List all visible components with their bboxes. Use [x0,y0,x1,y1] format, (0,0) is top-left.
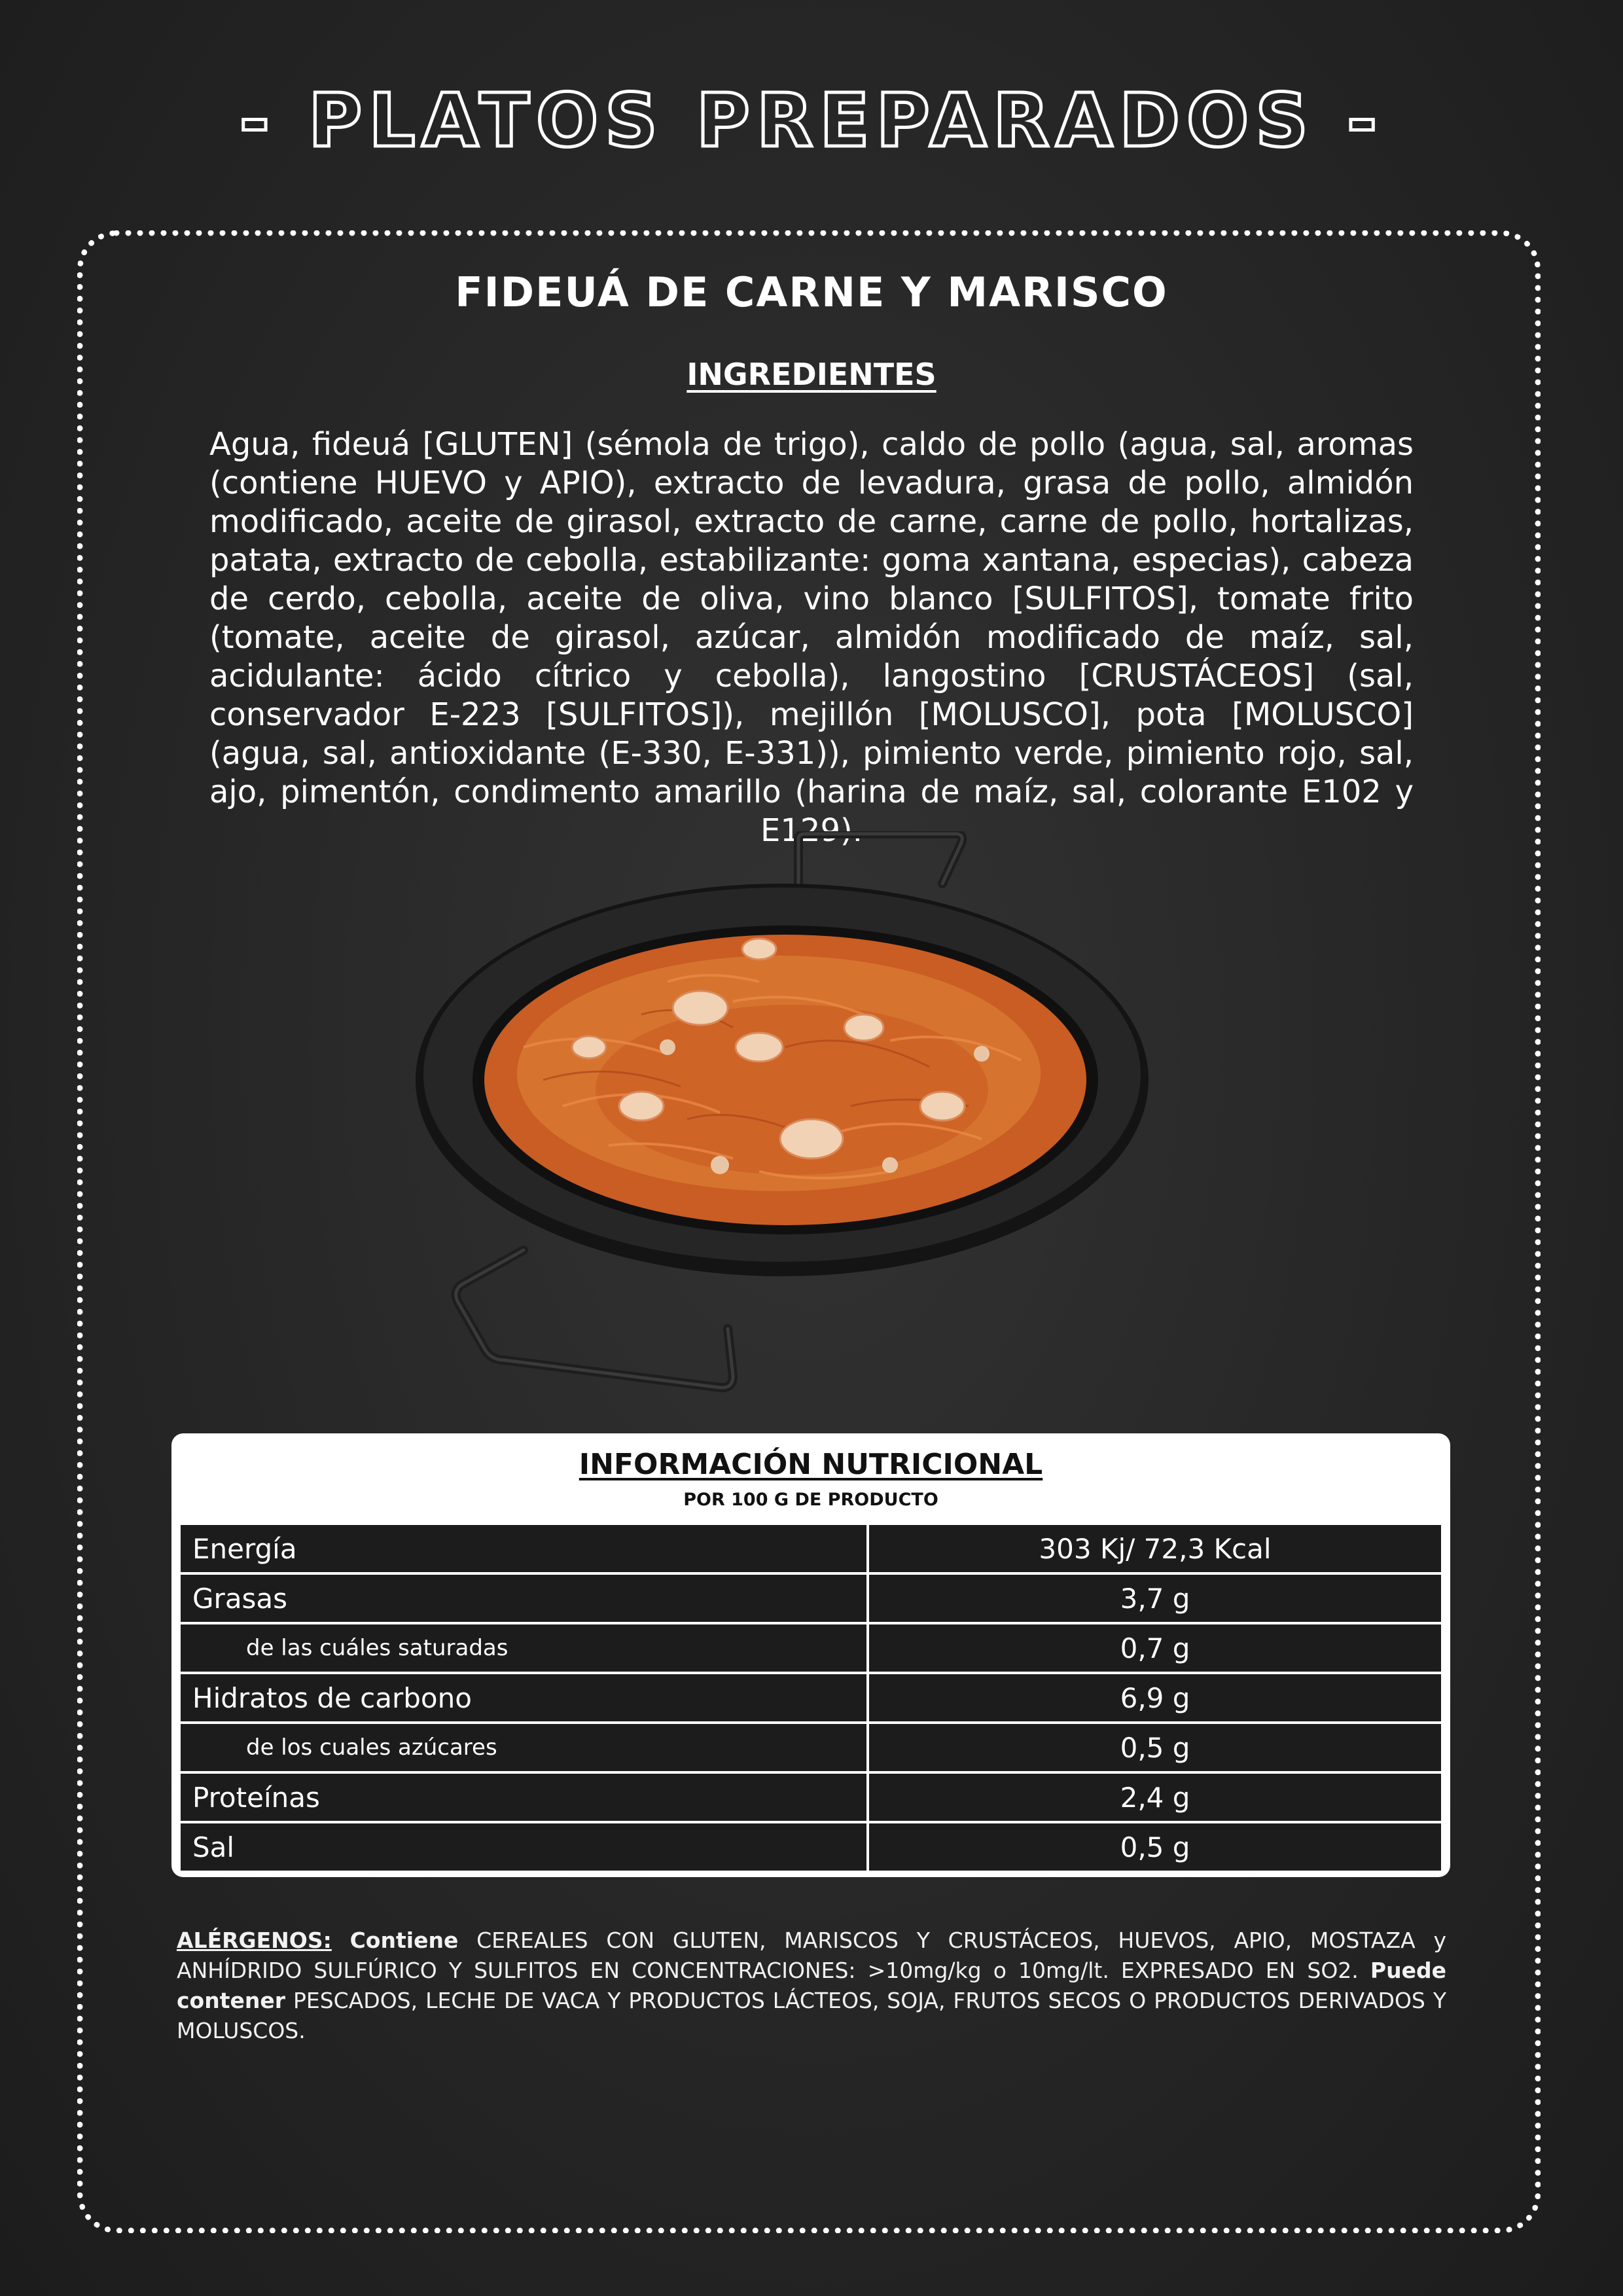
table-row [179,1573,1442,1623]
row-value: 303 Kj/ 72,3 Kcal [868,1524,1442,1573]
row-value: 2,4 g [868,1772,1442,1822]
row-label: de las cuáles saturadas [179,1623,868,1673]
row-label: Proteínas [179,1772,868,1822]
contains-text: CEREALES CON GLUTEN, MARISCOS Y CRUSTÁCEOS, HUEVOS, APIO, MOSTAZA y ANHÍDRIDO SULFÚRICO Y SULFITOS EN CONCENTRACIONES: >10mg/kg o 10mg/lt. EXPRESADO EN SO2. [177,1928,1446,1983]
nutrition-subtitle: POR 100 G DE PRODUCTO [683,1490,938,1510]
may-contain-text: PESCADOS, LECHE DE VACA Y PRODUCTOS LÁCTEOS, SOJA, FRUTOS SECOS O PRODUCTOS DERIVADOS Y MOLUSCOS. [177,1988,1446,2043]
fideua-pan-image [393,831,1178,1414]
row-label: de los cuales azúcares [179,1723,868,1772]
nutrition-title: INFORMACIÓN NUTRICIONAL [579,1448,1043,1481]
row-label: Grasas [179,1573,868,1623]
row-value: 3,7 g [868,1573,1442,1623]
nutrition-table [178,1522,1444,1873]
dish-title: FIDEUÁ DE CARNE Y MARISCO [455,268,1168,316]
allergens-label: ALÉRGENOS: [177,1928,332,1953]
row-value: 0,5 g [868,1723,1442,1772]
contains-label: Contiene [349,1928,459,1953]
row-label: Hidratos de carbono [179,1673,868,1723]
allergens-text [177,1926,1446,2046]
row-value: 0,5 g [868,1822,1442,1872]
ingredients-heading: INGREDIENTES [687,357,936,392]
page-title: - PLATOS PREPARADOS - [239,79,1384,164]
table-row [179,1623,1442,1673]
may-contain-label: Puede contener [177,1958,1446,2013]
table-row [179,1772,1442,1822]
row-label: Sal [179,1822,868,1872]
table-row [179,1822,1442,1872]
row-label: Energía [179,1524,868,1573]
table-row [179,1524,1442,1573]
nutrition-card [171,1433,1450,1877]
ingredients-text: Agua, fideuá [GLUTEN] (sémola de trigo), caldo de pollo (agua, sal, aromas (contiene HUEVO y APIO), extracto de levadura, grasa de pollo, almidón modificado, aceite de girasol, extracto de carne, carne de pollo, hortalizas, patata, extracto de cebolla, estabilizante: goma xantana, especias), cabeza de cerdo, cebolla, aceite de oliva, vino blanco [SULFITOS], tomate frito (tomate, aceite de girasol, azúcar, almidón modificado de maíz, sal, acidulante: ácido cítrico y cebolla), langostino [CRUSTÁCEOS] (sal, conservador E-223 [SULFITOS]), mejillón [MOLUSCO], pota [MOLUSCO] (agua, sal, antioxidante (E-330, E-331)), pimiento verde, pimiento rojo, sal, ajo, pimentón, condimento amarillo (harina de maíz, sal, colorante E102 y E129). [209,426,1414,849]
row-value: 0,7 g [868,1623,1442,1673]
row-value: 6,9 g [868,1673,1442,1723]
table-row [179,1723,1442,1772]
table-row [179,1673,1442,1723]
